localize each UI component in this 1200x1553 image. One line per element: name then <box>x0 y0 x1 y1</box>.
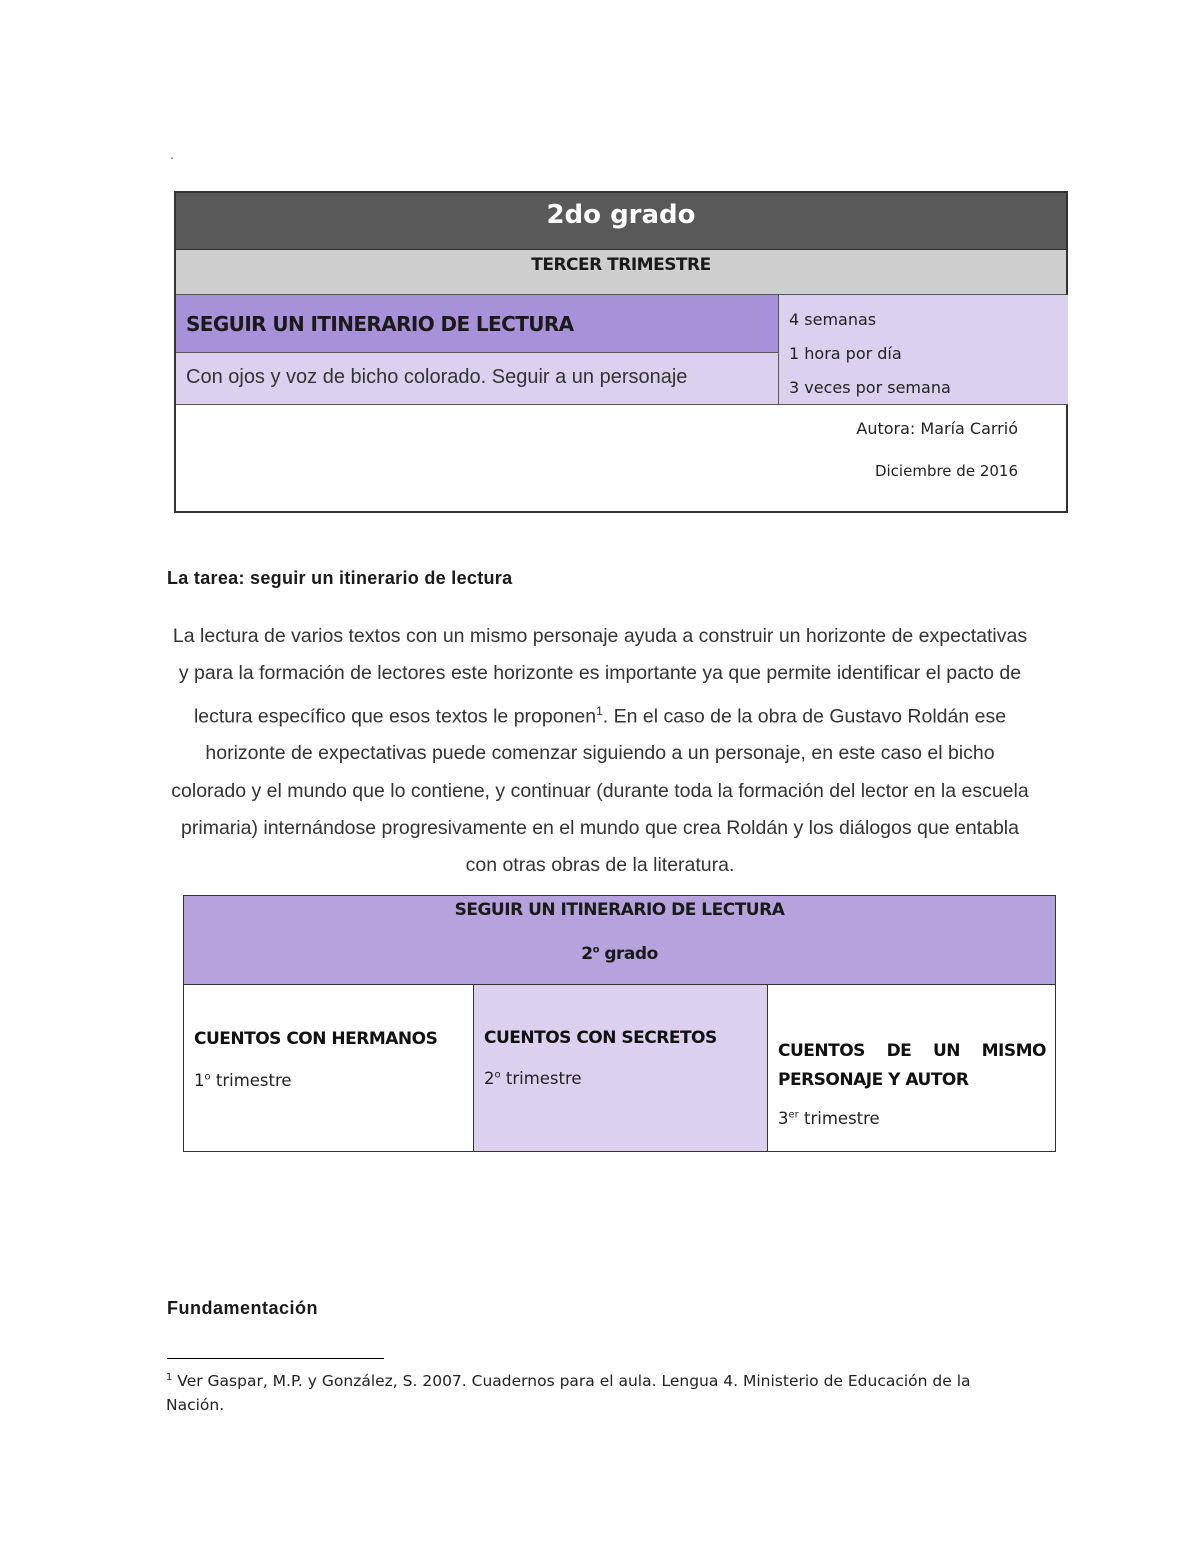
body-paragraph <box>166 618 1034 885</box>
header-table <box>174 191 1068 513</box>
footnote-reference[interactable]: 1 <box>596 703 603 718</box>
schedule-weeks: 4 semanas <box>789 310 877 329</box>
author: Autora: María Carrió <box>856 419 1018 438</box>
itinerary-cell-1 <box>184 985 474 1151</box>
cell-3-title: CUENTOS DE UN MISMO PERSONAJE Y AUTOR <box>778 1041 1046 1090</box>
section-heading-fundamentacion: Fundamentación <box>167 1298 319 1318</box>
itinerary-table <box>183 895 1056 1152</box>
itinerary-title: SEGUIR UN ITINERARIO DE LECTURA <box>454 900 785 920</box>
itinerary-cell-2 <box>474 985 768 1151</box>
schedule-frequency: 3 veces por semana <box>789 378 951 397</box>
trimester-label: TERCER TRIMESTRE <box>176 250 1066 295</box>
grade-title: 2do grado <box>176 193 1066 250</box>
project-subtitle: Con ojos y voz de bicho colorado. Seguir a un personaje <box>176 353 779 405</box>
cell-2-title: CUENTOS CON SECRETOS <box>484 1028 717 1048</box>
schedule-hours: 1 hora por día <box>789 344 902 363</box>
section-heading-tarea: La tarea: seguir un itinerario de lectura <box>167 568 513 588</box>
cell-1-title: CUENTOS CON HERMANOS <box>194 1029 438 1049</box>
paragraph-part2: . En el caso de la obra de Gustavo Roldán ese horizonte de expectativas puede comenzar siguiendo a un personaje, en este caso el bicho colorado y el mundo que lo contiene, y continuar (durante toda la formación del lector en la escuela primaria) internándose progresivamente en el mundo que crea Roldán y los diálogos que entabla con otras obras de la literatura. <box>171 705 1029 877</box>
itinerary-header <box>184 896 1055 985</box>
schedule-cell <box>779 295 1068 405</box>
paragraph-part1: La lectura de varios textos con un mismo personaje ayuda a construir un horizonte de expectativas y para la formación de lectores este horizonte es importante ya que permite identificar el pacto de lectura específico que esos textos le proponen <box>172 625 1028 728</box>
footnote-text: Ver Gaspar, M.P. y González, S. 2007. Cuadernos para el aula. Lengua 4. Ministerio de Educación de la Nación. <box>166 1372 971 1415</box>
cell-1-trimester: 1$^o$ trimestre <box>194 1071 292 1090</box>
date: Diciembre de 2016 <box>874 462 1018 480</box>
footnote-separator <box>167 1358 384 1359</box>
itinerary-grade: 2$^o$ grado <box>581 944 658 964</box>
cell-2-trimester: 2$^o$ trimestre <box>484 1069 582 1088</box>
footnote-number: 1 <box>166 1372 173 1383</box>
cell-3-trimester: 3er trimestre <box>778 1109 880 1128</box>
footnote <box>166 1366 1006 1417</box>
itinerary-cell-3 <box>768 985 1055 1151</box>
project-title: SEGUIR UN ITINERARIO DE LECTURA <box>176 295 779 353</box>
stray-dot: . <box>170 146 174 162</box>
